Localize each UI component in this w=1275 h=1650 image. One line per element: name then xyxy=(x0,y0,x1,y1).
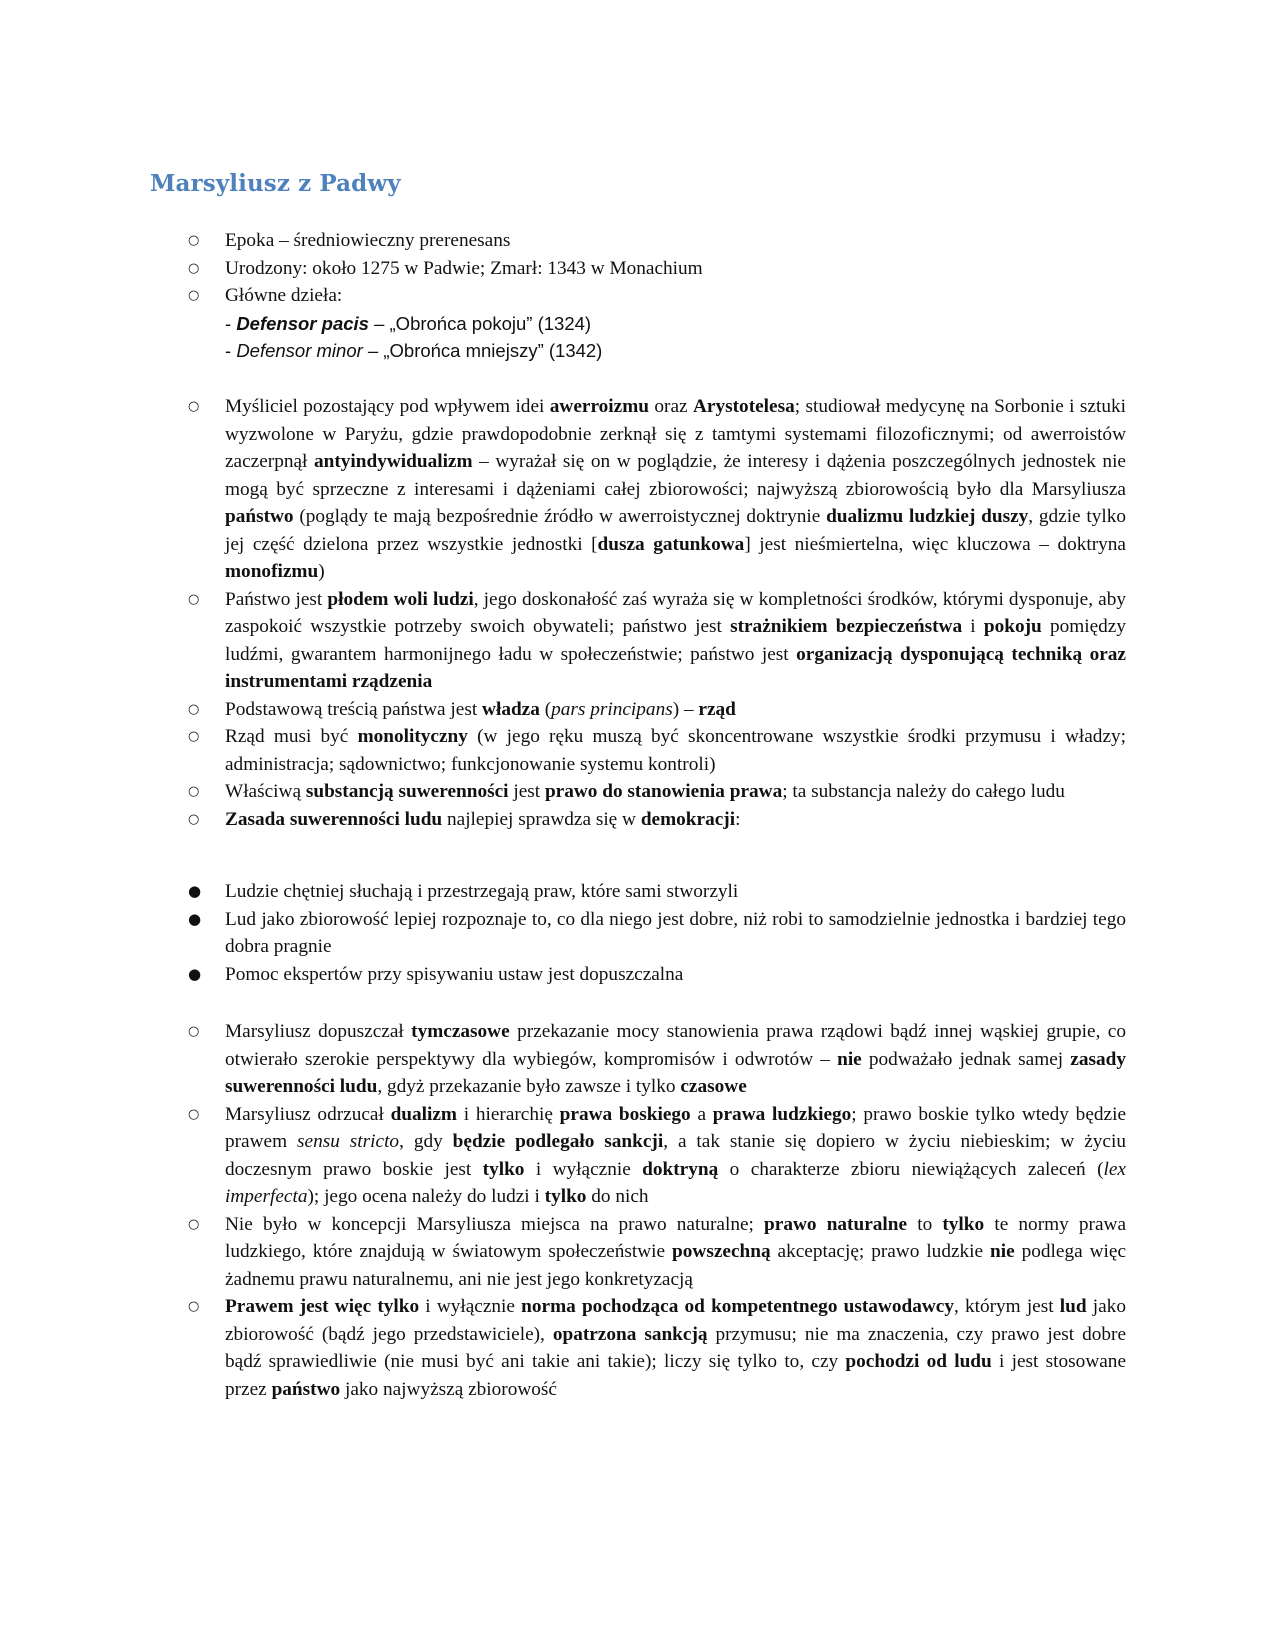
list-item: ○ Nie było w koncepcji Marsyliusza miejsca na prawo naturalne; prawo naturalne to tylko te normy prawa ludzkiego, które znajdują w światowym społeczeństwie powszechną akceptację; prawo ludzkie nie podlega więc żadnemu prawu naturalnemu, ani nie jest jego konkretyzacją xyxy=(188,1211,1126,1294)
circle-bullet-icon: ○ xyxy=(188,260,200,276)
dot-bullet-icon: ● xyxy=(188,964,202,983)
circle-bullet-icon: ○ xyxy=(188,591,200,607)
list-item: ● Lud jako zbiorowość lepiej rozpoznaje to, co dla niego jest dobre, niż robi to samodzielnie jednostka i bardziej tego dobra pragnie xyxy=(188,906,1126,961)
circle-bullet-icon: ○ xyxy=(188,399,200,414)
circle-bullet-icon: ○ xyxy=(188,233,200,248)
list-item: ○ Epoka – średniowieczny prerenesans xyxy=(188,227,1126,255)
list-item: ○ Zasada suwerenności ludu najlepiej sprawdza się w demokracji: xyxy=(188,806,1126,834)
list-item: ○ Marsyliusz odrzucał dualizm i hierarchię prawa boskiego a prawa ludzkiego; prawo boskie tylko wtedy będzie prawem sensu stricto, gdy będzie podlegało sankcji, a tak stanie się dopiero w życiu niebieskim; w życiu doczesnym prawo boskie jest tylko i wyłącznie doktryną o charakterze zbioru niewiążących zaleceń (lex imperfecta); jego ocena należy do ludzi i tylko do nich xyxy=(188,1101,1126,1211)
circle-bullet-icon: ○ xyxy=(188,784,200,799)
list-item: ● Pomoc ekspertów przy spisywaniu ustaw jest dopuszczalna xyxy=(188,961,1126,989)
list-item: ○ Państwo jest płodem woli ludzi, jego doskonałość zaś wyraża się w kompletności środków, którymi dysponuje, aby zaspokoić wszystkie potrzeby swoich obywateli; państwo jest strażnikiem bezpieczeństwa i pokoju pomiędzy ludźmi, gwarantem harmonijnego ładu w społeczeństwie; państwo jest organizacją dysponującą techniką oraz instrumentami rządzenia xyxy=(188,586,1126,696)
dot-bullet-icon: ● xyxy=(188,909,202,928)
document-title: Marsyliusz z Padwy xyxy=(150,170,401,197)
list-item: ○ Rząd musi być monolityczny (w jego ręku muszą być skoncentrowane wszystkie środki przymusu i władzy; administracja; sądownictwo; funkcjonowanie systemu kontroli) xyxy=(188,723,1126,778)
circle-bullet-icon: ○ xyxy=(188,1106,200,1122)
dot-bullet-icon: ● xyxy=(188,882,202,900)
circle-bullet-icon: ○ xyxy=(188,288,200,303)
list-item: ○ Marsyliusz dopuszczał tymczasowe przekazanie mocy stanowienia prawa rządowi bądź innej wąskiej grupie, co otwierało szerokie perspektywy dla wybiegów, kompromisów i odwrotów – nie podważało jednak samej zasady suwerenności ludu, gdyż przekazanie było zawsze i tylko czasowe xyxy=(188,1018,1126,1101)
circle-bullet-icon: ○ xyxy=(188,1299,200,1314)
list-item: ● Ludzie chętniej słuchają i przestrzegają praw, które sami stworzyli xyxy=(188,878,1126,906)
circle-bullet-icon: ○ xyxy=(188,811,200,827)
intro-list xyxy=(188,227,1126,365)
circle-bullet-icon: ○ xyxy=(188,729,200,744)
circle-bullet-icon: ○ xyxy=(188,1024,200,1039)
list-item: ○ Podstawową treścią państwa jest władza (pars principans) – rząd xyxy=(188,696,1126,724)
work-item: - Defensor minor – „Obrońca mniejszy” (1342) xyxy=(225,340,603,361)
main-list xyxy=(188,393,1126,833)
list-item: ○ Właściwą substancją suwerenności jest prawo do stanowienia prawa; ta substancja należy do całego ludu xyxy=(188,778,1126,806)
second-list xyxy=(188,1018,1126,1403)
list-item: ○ Prawem jest więc tylko i wyłącznie norma pochodząca od kompetentnego ustawodawcy, którym jest lud jako zbiorowość (bądź jego przedstawiciele), opatrzona sankcją przymusu; nie ma znaczenia, czy prawo jest dobre bądź sprawiedliwie (nie musi być ani takie ani takie); liczy się tylko to, czy pochodzi od ludu i jest stosowane przez państwo jako najwyższą zbiorowość xyxy=(188,1293,1126,1403)
democracy-reasons-list xyxy=(188,878,1126,988)
list-item: ○ Urodzony: około 1275 w Padwie; Zmarł: 1343 w Monachium xyxy=(188,255,1126,283)
work-item: - Defensor pacis – „Obrońca pokoju” (1324) xyxy=(225,312,592,334)
circle-bullet-icon: ○ xyxy=(188,701,200,717)
list-item: ○ Główne dzieła: - Defensor pacis – „Obrońca pokoju” (1324) - Defensor minor – „Obrońca mniejszy” (1342) xyxy=(188,282,1126,365)
list-item: ○ Myśliciel pozostający pod wpływem idei awerroizmu oraz Arystotelesa; studiował medycynę na Sorbonie i sztuki wyzwolone w Paryżu, gdzie prawdopodobnie zerknął się z tamtymi systemami filozoficznymi; od awerroistów zaczerpnął antyindywidualizm – wyrażał się on w poglądzie, że interesy i dążenia poszczególnych jednostek nie mogą być sprzeczne z interesami i dążeniami całej zbiorowości; najwyższą zbiorowością było dla Marsyliusza państwo (poglądy te mają bezpośrednie źródło w awerroistycznej doktrynie dualizmu ludzkiej duszy, gdzie tylko jej część dzielona przez wszystkie jednostki [dusza gatunkowa] jest nieśmiertelna, więc kluczowa – doktryna monofizmu) xyxy=(188,393,1126,586)
circle-bullet-icon: ○ xyxy=(188,1216,200,1232)
